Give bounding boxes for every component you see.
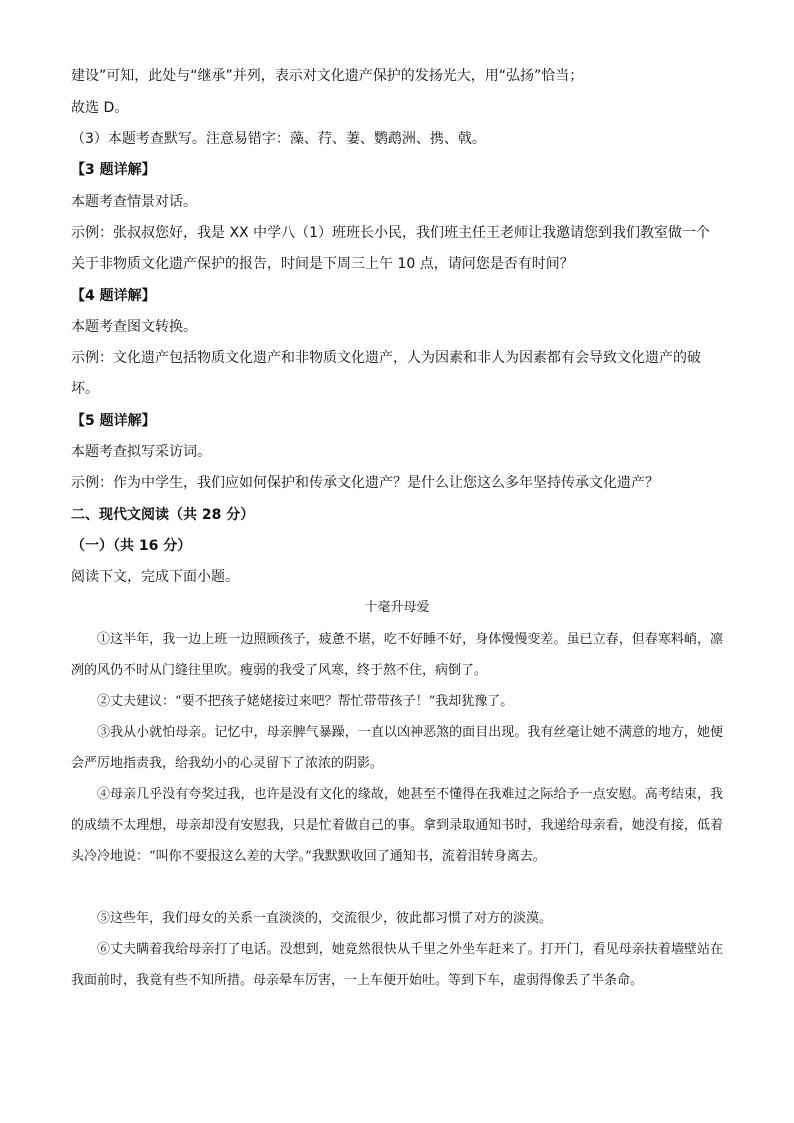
section-heading: 【4 题详解】	[71, 288, 156, 304]
text-line: 建设”可知，此处与“继承”并列，表示对文化遗产保护的发扬光大，用“弘扬”恰当；	[71, 68, 584, 84]
text-line: 示例：张叔叔您好，我是 XX 中学八（1）班班长小民，我们班主任王老师让我邀请您到我们教室做一个	[71, 225, 710, 241]
instruction-line: 阅读下文，完成下面小题。	[71, 569, 239, 585]
section-heading: 【5 题详解】	[71, 413, 156, 429]
story-title: 十毫升母爱	[364, 600, 430, 615]
part-heading: 二、现代文阅读（共 28 分）	[71, 507, 255, 523]
text-line: 关于非物质文化遗产保护的报告，时间是下周三上午 10 点，请问您是否有时间？	[71, 256, 574, 272]
story-paragraph: ②丈夫建议：“要不把孩子姥姥接过来吧？帮忙带带孩子！”我却犹豫了。	[97, 694, 514, 709]
text-line: 本题考查情景对话。	[71, 194, 197, 210]
text-line: 本题考查图文转换。	[71, 319, 197, 335]
text-line: 坏。	[71, 381, 99, 397]
story-paragraph: ⑥丈夫瞒着我给母亲打了电话。没想到，她竟然很快从千里之外坐车赶来了。打开门，看见母亲扶着墙壁站在我面前时，我竟有些不知所措。母亲晕车厉害，一上车便开始吐。等到下车，虚弱得像丢了半条命。	[71, 942, 723, 988]
story-paragraph: ④母亲几乎没有夸奖过我，也许是没有文化的缘故，她甚至不懂得在我难过之际给予一点安慰。高考结束，我的成绩不太理想，母亲却没有安慰我，只是忙着做自己的事。拿到录取通知书时，我递给母亲看，她没有接，低着头冷冷地说：“叫你不要报这么差的大学。”我默默收回了通知书，流着泪转身离去。	[71, 787, 723, 864]
subpart-heading: （一）（共 16 分）	[71, 538, 192, 554]
text-line: 示例：文化遗产包括物质文化遗产和非物质文化遗产，人为因素和非人为因素都有会导致文化遗产的破	[71, 350, 701, 366]
story-paragraph: ③我从小就怕母亲。记忆中，母亲脾气暴躁，一直以凶神恶煞的面目出现。我有丝毫让她不满意的地方，她便会严厉地指责我，给我幼小的心灵留下了浓浓的阴影。	[71, 725, 723, 771]
text-line: 本题考查拟写采访词。	[71, 444, 211, 460]
story-paragraph: ①这半年，我一边上班一边照顾孩子，疲惫不堪，吃不好睡不好，身体慢慢变差。虽已立春，但春寒料峭，凛冽的风仍不时从门缝往里吹。瘦弱的我受了风寒，终于熬不住，病倒了。	[71, 632, 723, 678]
text-line: 示例：作为中学生，我们应如何保护和传承文化遗产？是什么让您这么多年坚持传承文化遗产？	[71, 475, 659, 491]
text-line: （3）本题考查默写。注意易错字：藻、荇、萋、鹦鹉洲、携、戟。	[71, 131, 486, 147]
text-line: 故选 D。	[71, 100, 129, 116]
story-paragraph: ⑤这些年，我们母女的关系一直淡淡的，交流很少，彼此都习惯了对方的淡漠。	[97, 911, 553, 926]
section-heading: 【3 题详解】	[71, 162, 156, 178]
